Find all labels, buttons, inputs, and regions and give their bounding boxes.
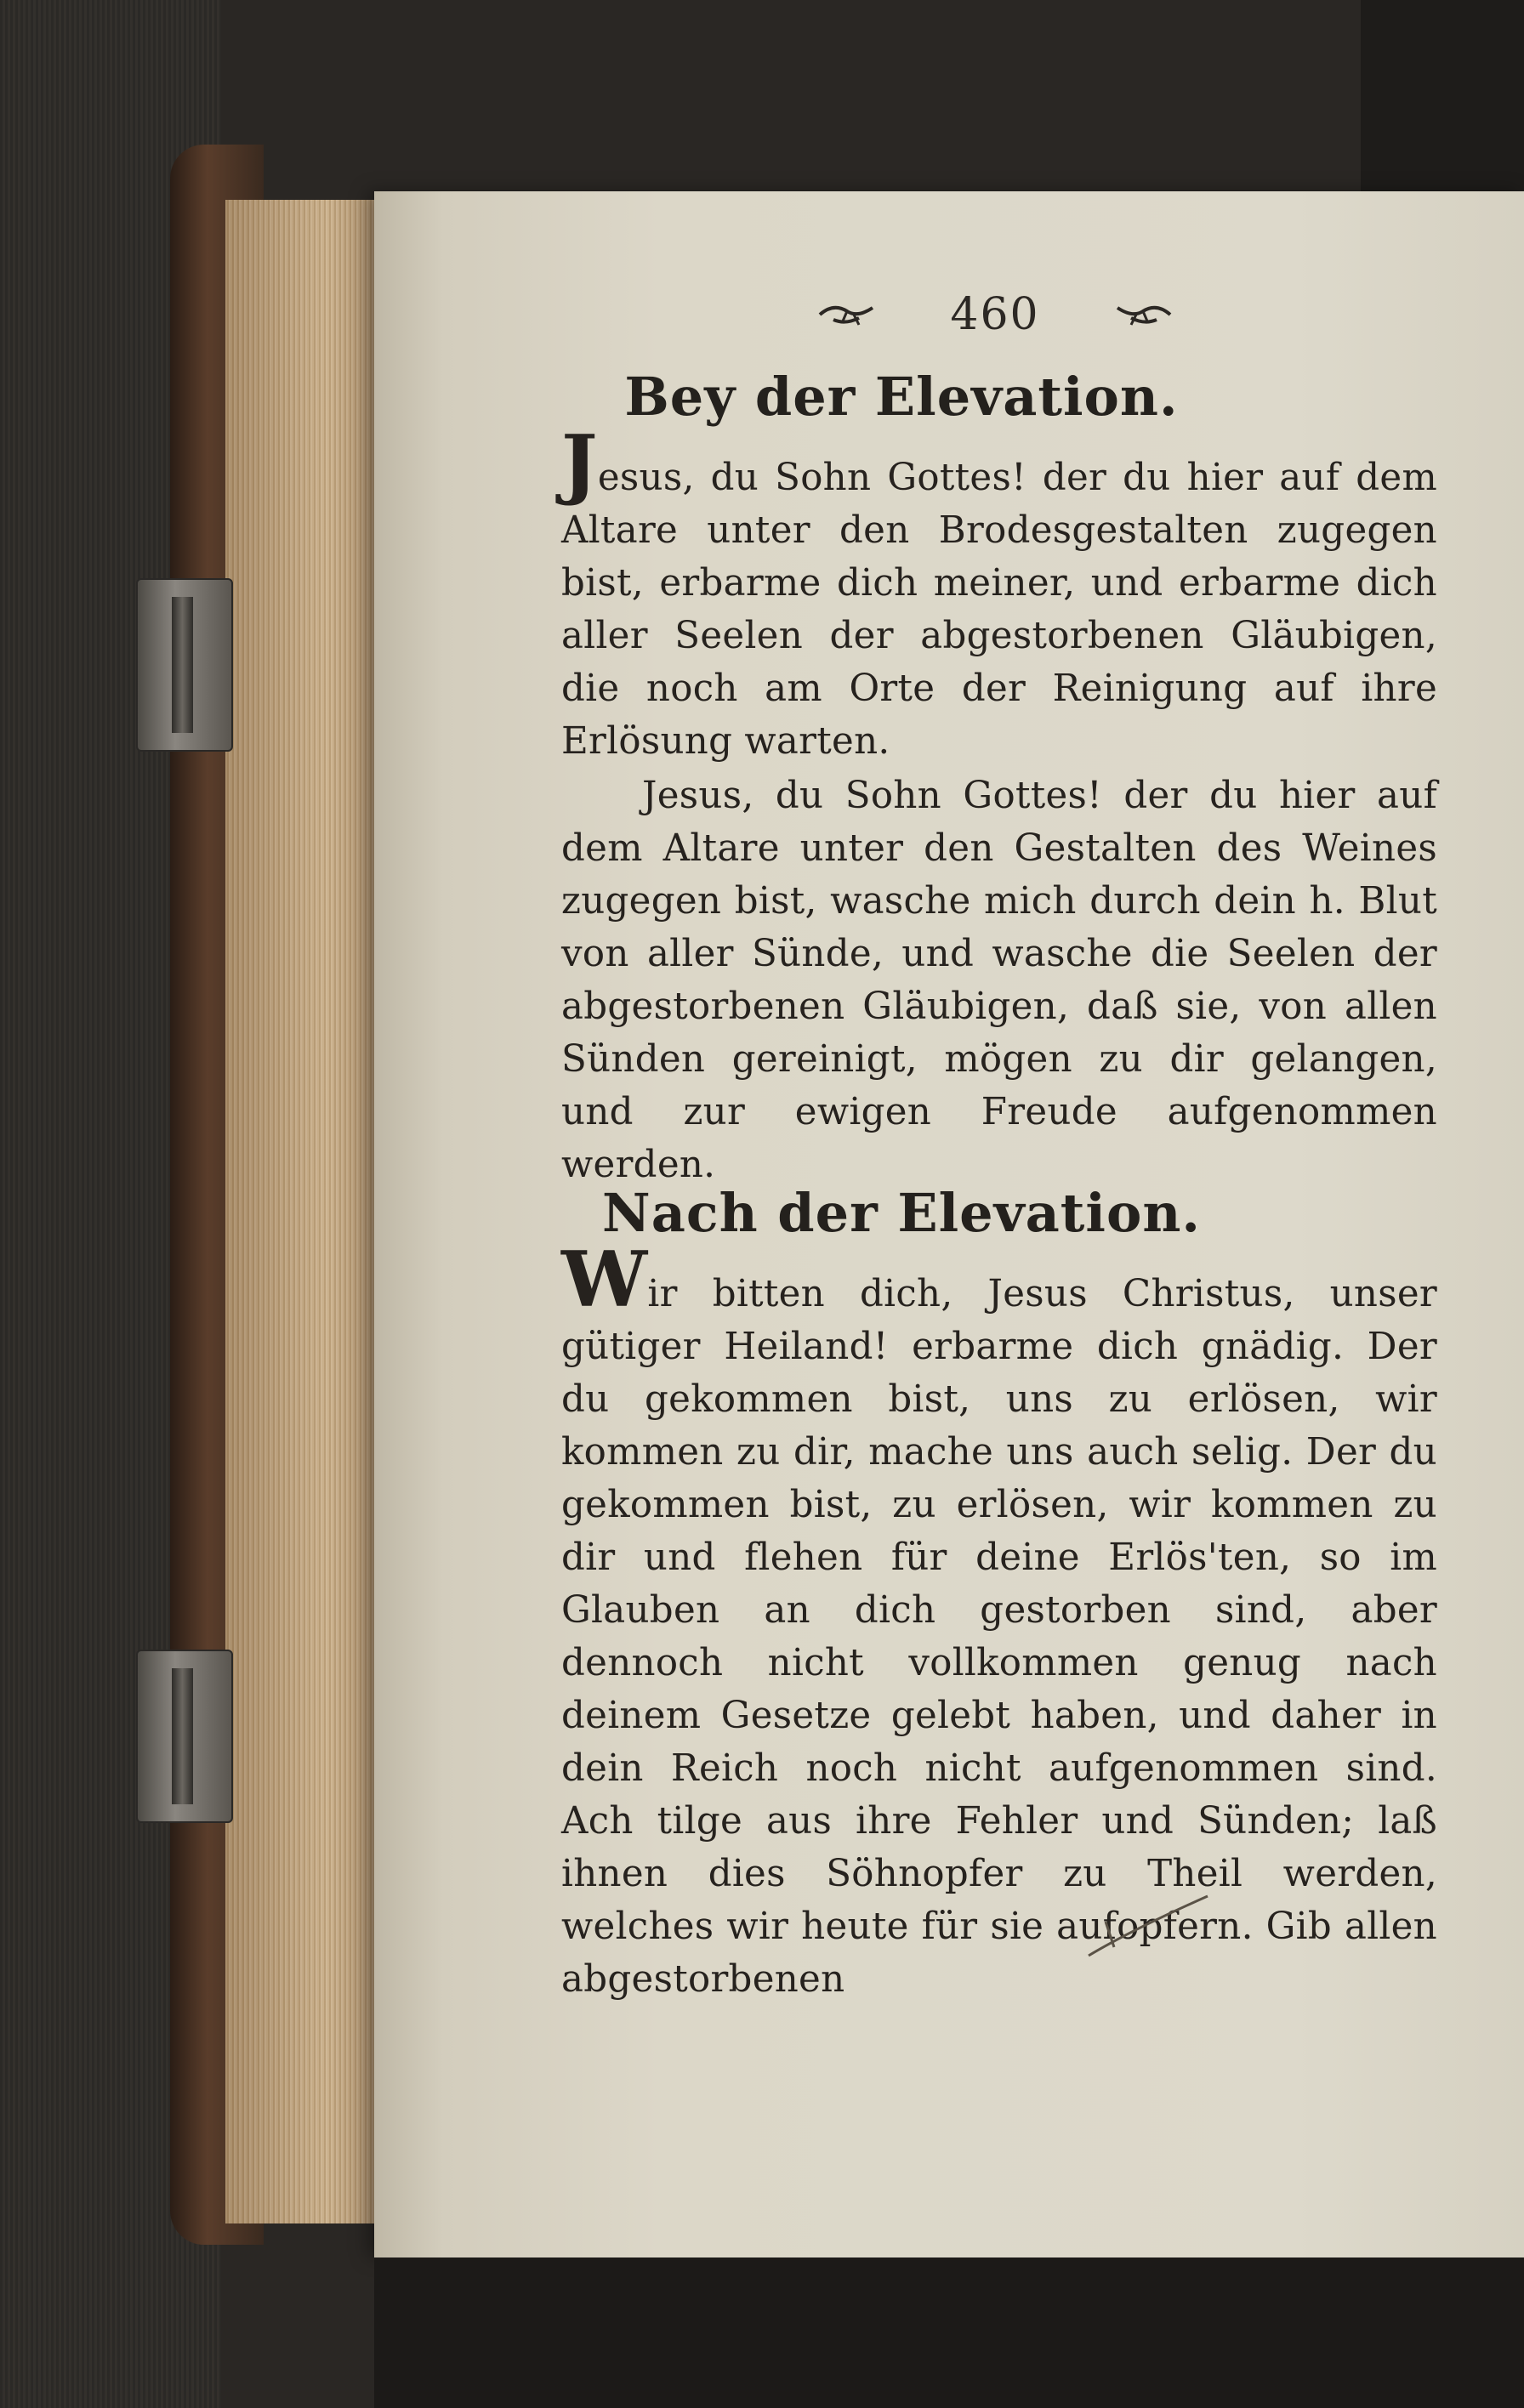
leaf-ornament-icon bbox=[816, 298, 876, 332]
drop-cap: J bbox=[561, 418, 598, 508]
page-header bbox=[816, 281, 1174, 349]
leaf-ornament-icon bbox=[1114, 298, 1174, 332]
clasp-top bbox=[136, 578, 233, 752]
section-heading: Bey der Elevation. bbox=[624, 366, 1179, 428]
pen-mark-icon bbox=[1080, 1888, 1216, 1964]
page-number: 460 bbox=[950, 289, 1040, 340]
section-heading: Nach der Elevation. bbox=[602, 1182, 1201, 1244]
paragraph-text: ir bitten dich, Jesus Christus, unser gütiger Heiland! erbarme dich gnädig. Der du gekommen bist, uns zu erlösen, wir kommen zu dir, mache uns auch selig. Der du gekommen bist, zu erlösen, wir kommen zu dir und flehen für deine Erlös'ten, so im Glauben an dich gestorben sind, aber dennoch nicht vollkommen genug nach deinem Gesetze gelebt haben, und daher in dein Reich noch nicht aufgenommen sind. Ach tilge aus ihre Fehler und Sünden; laß ihnen dies Söhnopfer zu Theil werden, welches wir heute für sie aufopfern. Gib allen abgestorbenen bbox=[561, 1273, 1437, 2001]
paragraph bbox=[561, 1235, 1437, 2006]
paragraph bbox=[561, 418, 1437, 768]
paragraph-text: Jesus, du Sohn Gottes! der du hier auf dem Altare unter den Gestalten des Weines zugegen bist, wasche mich durch dein h. Blut von aller Sünde, und wasche die Seelen der abgestorbenen Gläubigen, daß sie, von allen Sünden gereinigt, mögen zu dir gelangen, und zur ewigen Freude aufgenommen werden. bbox=[561, 775, 1437, 1186]
paragraph-text: esus, du Sohn Gottes! der du hier auf dem Altare unter den Brodesgestalten zugegen bist, erbarme dich meiner, und erbarme dich aller Seelen der abgestorbenen Gläubigen, die noch am Orte der Reinigung auf ihre Erlösung warten. bbox=[561, 457, 1437, 763]
clasp-bottom bbox=[136, 1650, 233, 1823]
page-edges bbox=[225, 200, 395, 2223]
page-bottom-shadow bbox=[374, 2258, 1524, 2408]
drop-cap: W bbox=[561, 1235, 648, 1325]
paragraph bbox=[561, 770, 1437, 1191]
